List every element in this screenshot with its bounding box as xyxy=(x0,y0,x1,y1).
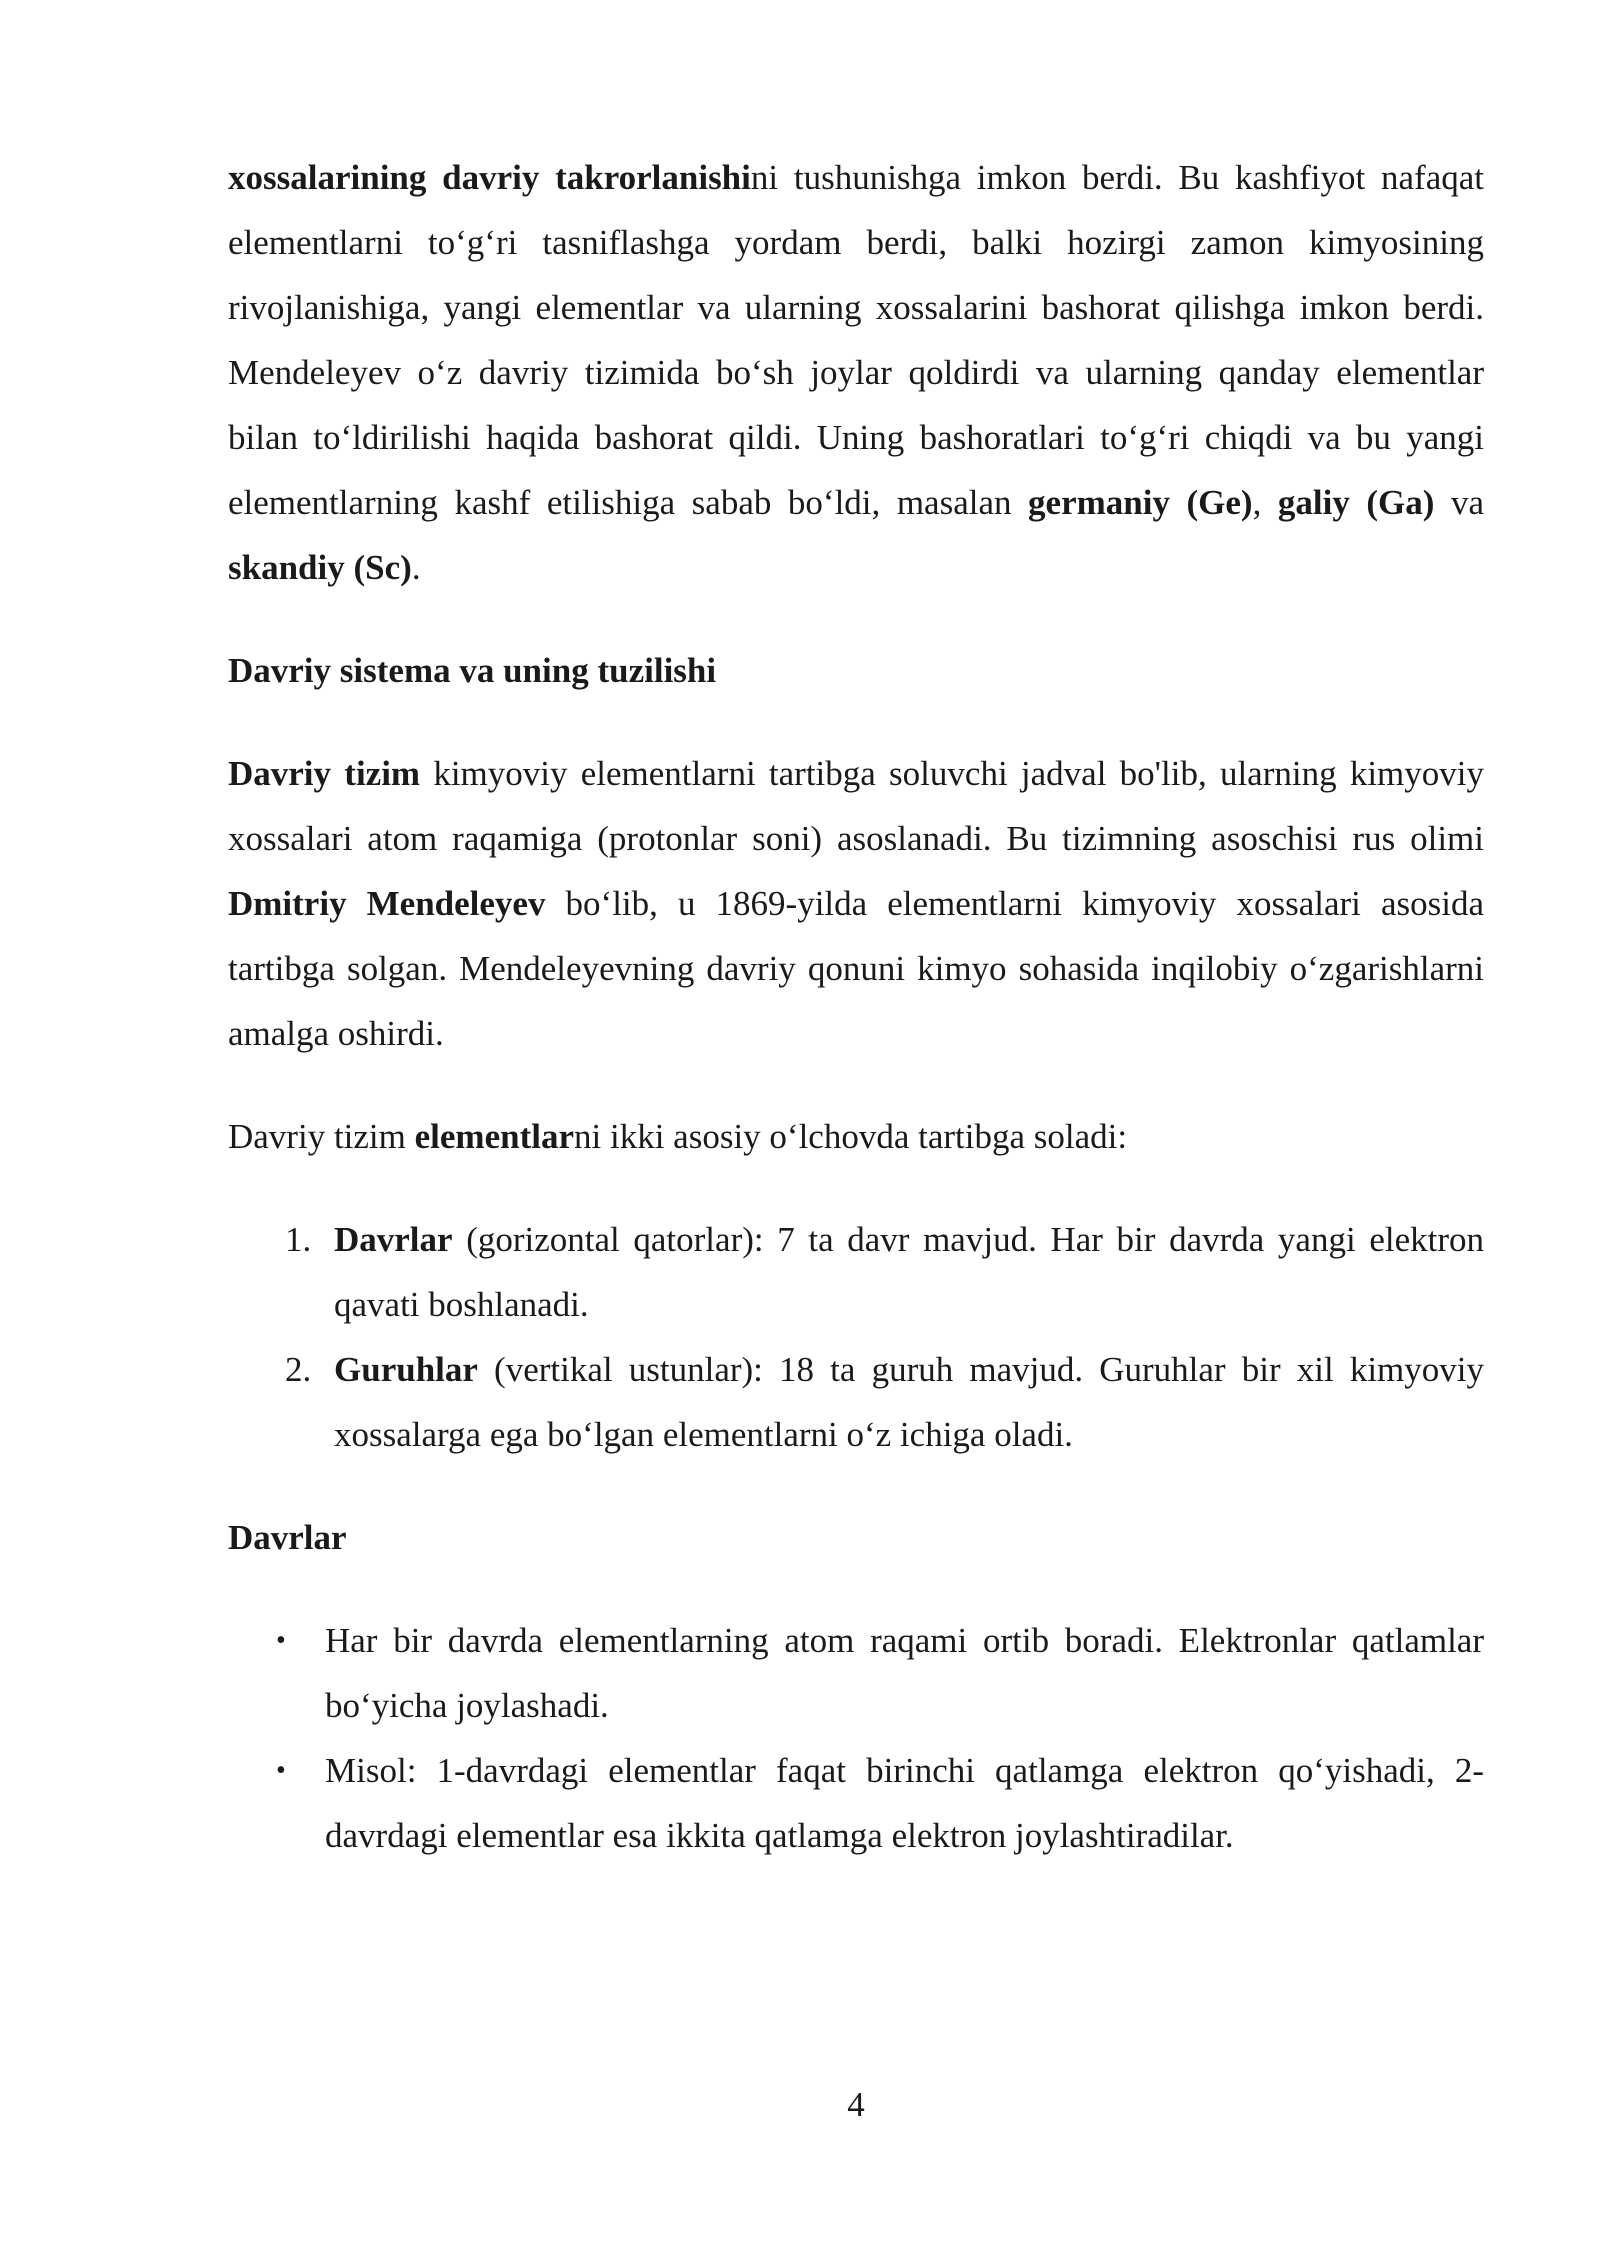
list-item xyxy=(228,1608,1484,1738)
bold-term: Davriy tizim xyxy=(228,754,421,793)
list-number: 1. xyxy=(285,1220,312,1259)
bold-term: xossalarining davriy takrorlanishi xyxy=(228,158,751,197)
list-item xyxy=(228,1207,1484,1337)
paragraph-text: ni tushunishga imkon berdi. Bu kashfiyot nafaqat elementlarni to‘g‘ri tasniflashga yordam berdi, balki hozirgi zamon kimyosining rivojlanishiga, yangi elementlar va ularning xossalarini bashorat qilishga imkon berdi. Mendeleyev o‘z davriy tizimida bo‘sh joylar qoldirdi va ularning qanday elementlar bilan to‘ldirilishi haqida bashorat qildi. Uning bashoratlari to‘g‘ri chiqdi va bu yangi elementlarning kashf etilishiga sabab bo‘ldi, masalan xyxy=(228,158,1484,522)
list-item-text: Misol: 1-davrdagi elementlar faqat birinchi qatlamga elektron qo‘yishadi, 2-davrdagi elementlar esa ikkita qatlamga elektron joylashtiradilar. xyxy=(325,1751,1484,1855)
numbered-list xyxy=(228,1207,1484,1467)
bullet-list xyxy=(228,1608,1484,1868)
paragraph-text: bo‘lib, u 1869-yilda elementlarni kimyoviy xossalari asosida tartibga solgan. Mendeleyevning davriy qonuni kimyo sohasida inqilobiy o‘zgarishlarni amalga oshirdi. xyxy=(228,884,1484,1053)
bold-term: Davrlar xyxy=(334,1220,453,1259)
document-page xyxy=(228,145,1484,1868)
section-heading: Davriy sistema va uning tuzilishi xyxy=(228,651,717,690)
list-intro-paragraph xyxy=(228,1104,1484,1169)
paragraph-text: va xyxy=(1434,483,1484,522)
bullet-icon: • xyxy=(276,1755,286,1786)
page-number: 4 xyxy=(847,2085,865,2124)
bold-term: skandiy (Sc) xyxy=(228,548,412,587)
list-item xyxy=(228,1738,1484,1868)
intro-paragraph xyxy=(228,145,1484,600)
bold-term: Guruhlar xyxy=(334,1350,478,1389)
paragraph-text: . xyxy=(411,548,421,587)
list-item xyxy=(228,1337,1484,1467)
list-number: 2. xyxy=(285,1350,312,1389)
bold-term: germaniy (Ge) xyxy=(1028,483,1253,522)
bold-term: galiy (Ga) xyxy=(1277,483,1435,522)
list-item-text: Har bir davrda elementlarning atom raqami ortib boradi. Elektronlar qatlamlar bo‘yicha joylashadi. xyxy=(325,1621,1484,1725)
bullet-icon: • xyxy=(276,1625,286,1656)
paragraph-text: Davriy tizim xyxy=(228,1117,415,1156)
paragraph-text: ni ikki asosiy o‘lchovda tartibga soladi: xyxy=(574,1117,1128,1156)
bold-term: elementlar xyxy=(414,1117,574,1156)
list-item-text: (gorizontal qatorlar): 7 ta davr mavjud. Har bir davrda yangi elektron qavati boshlanadi. xyxy=(334,1220,1484,1324)
paragraph-text: kimyoviy elementlarni tartibga soluvchi jadval bo'lib, ularning kimyoviy xossalari atom raqamiga (protonlar soni) asoslanadi. Bu tizimning asoschisi rus olimi xyxy=(228,754,1484,858)
list-item-text: (vertikal ustunlar): 18 ta guruh mavjud. Guruhlar bir xil kimyoviy xossalarga ega bo‘lgan elementlarni o‘z ichiga oladi. xyxy=(334,1350,1484,1454)
section-heading: Davrlar xyxy=(228,1518,347,1557)
definition-paragraph xyxy=(228,741,1484,1066)
paragraph-text: , xyxy=(1252,483,1278,522)
bold-term: Dmitriy Mendeleyev xyxy=(228,884,546,923)
